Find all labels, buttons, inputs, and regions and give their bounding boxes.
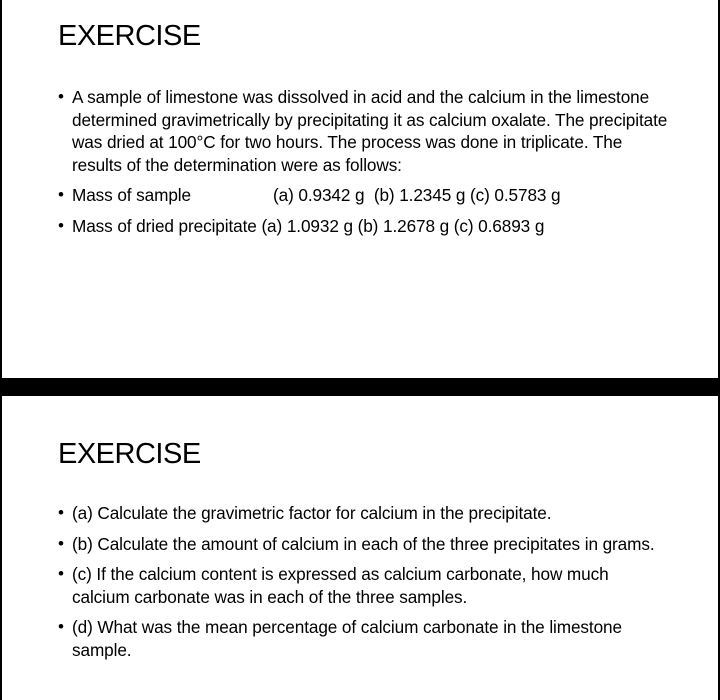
bullet-icon: • <box>58 503 64 522</box>
mass-sample-values: (a) 0.9342 g (b) 1.2345 g (c) 0.5783 g <box>273 185 561 205</box>
mass-precipitate-label: Mass of dried precipitate <box>72 215 257 236</box>
mass-sample-label: Mass of sample <box>72 185 191 205</box>
bullet-icon: • <box>58 533 64 553</box>
intro-bullet <box>58 86 670 176</box>
question-text: (d) What was the mean percentage of calcium carbonate in the limestone sample. <box>72 617 622 660</box>
mass-precipitate-bullet <box>58 215 670 238</box>
question-item <box>58 502 670 525</box>
bullet-icon: • <box>58 185 64 204</box>
question-text: (c) If the calcium content is expressed as calcium carbonate, how much calcium carbonate was in each of the three samples. <box>72 564 609 607</box>
bullet-icon: • <box>58 215 64 235</box>
question-item <box>58 533 670 556</box>
bullet-icon: • <box>58 617 64 636</box>
slide-1 <box>2 0 718 378</box>
question-text: (b) Calculate the amount of calcium in each of the three precipitates in grams. <box>72 533 655 554</box>
intro-text: A sample of limestone was dissolved in acid and the calcium in the limestone determined gravimetrically by precipitating it as calcium oxalate. The precipitate was dried at 100°C for two hours. The process was done in triplicate. The results of the determination were as follows: <box>72 87 668 175</box>
bullet-list <box>58 86 670 237</box>
bullet-icon: • <box>58 87 64 106</box>
slide-title: EXERCISE <box>58 438 201 470</box>
question-list <box>58 502 670 661</box>
question-text: (a) Calculate the gravimetric factor for calcium in the precipitate. <box>72 503 552 523</box>
question-item <box>58 563 670 608</box>
slide-title: EXERCISE <box>58 20 201 52</box>
mass-sample-bullet <box>58 184 670 207</box>
question-item <box>58 616 670 661</box>
slide-2 <box>2 396 718 700</box>
mass-precipitate-values: (a) 1.0932 g (b) 1.2678 g (c) 0.6893 g <box>261 215 545 236</box>
bullet-icon: • <box>58 564 64 583</box>
